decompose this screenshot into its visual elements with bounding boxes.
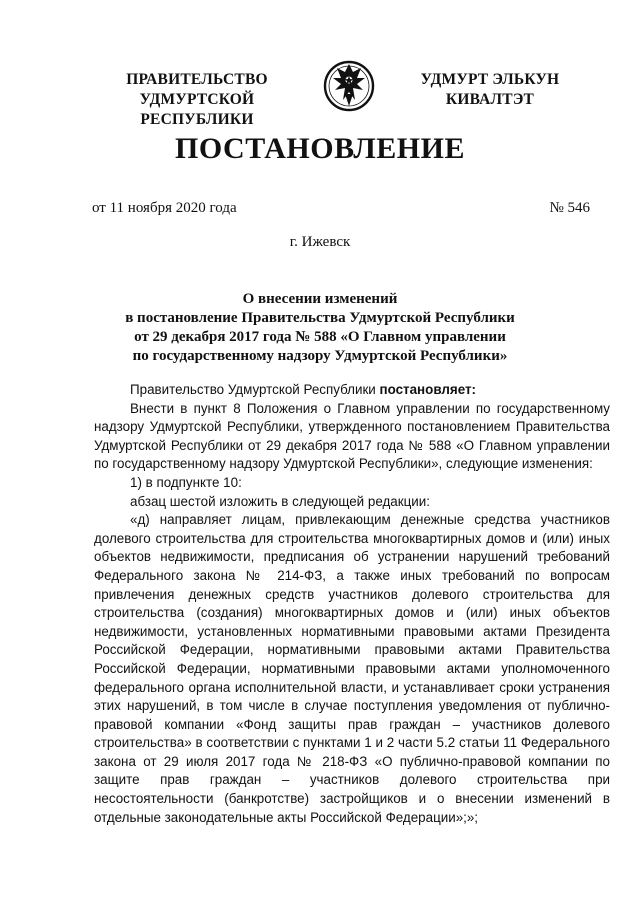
title-line: по государственному надзору Удмуртской Республики»	[132, 348, 508, 364]
body-paragraph: 1) в подпункте 10:	[130, 474, 242, 490]
document-type: ПОСТАНОВЛЕНИЕ	[175, 132, 465, 165]
header-right-line1: УДМУРТ ЭЛЬКУН	[420, 71, 560, 88]
government-name-russian	[82, 70, 312, 130]
government-name-udmurt	[405, 70, 575, 110]
intro-decree-word: постановляет:	[379, 382, 476, 397]
title-line: в постановление Правительства Удмуртской Республики	[125, 310, 515, 326]
header-left-line2: УДМУРТСКОЙ РЕСПУБЛИКИ	[139, 91, 255, 128]
document-number: № 546	[549, 200, 590, 216]
intro-paragraph	[94, 381, 610, 400]
intro-text: Правительство Удмуртской Республики	[130, 382, 380, 397]
document-body	[94, 381, 610, 827]
body-paragraph: «д) направляет лицам, привлекающим денежные средства участников долевого строительства для строительства многоквартирных домов и (или) иных объектов недвижимости, предписания об устранении нарушений требований Федерального закона № 214-ФЗ, а также иных требований по вопросам привлечения денежных средств участников долевого строительства для строительства (создания) многоквартирных домов и (или) иных объектов недвижимости, установленных нормативными правовыми актами Президента Российской Федерации, нормативными правовыми актами Правительства Российской Федерации, нормативными правовыми актами уполномоченного федерального органа исполнительной власти, и устанавливает сроки устранения этих нарушений, в том числе в случае поступления уведомления от публично-правовой компании «Фонд защиты прав граждан – участников долевого строительства» в соответствии с пунктами 1 и 2 части 5.2 статьи 11 Федерального закона от 29 июля 2017 года № 218-ФЗ «О публично-правовой компании по защите прав граждан – участников долевого строительства при несостоятельности (банкротстве) застройщиков и о внесении изменений в отдельные законодательные акты Российской Федерации»;»;	[94, 512, 610, 825]
document-date: от 11 ноября 2020 года	[92, 200, 237, 216]
header-left-line1: ПРАВИТЕЛЬСТВО	[126, 71, 268, 88]
title-line: О внесении изменений	[242, 291, 398, 307]
body-paragraph: Внести в пункт 8 Положения о Главном управлении по государственному надзору Удмуртской Республики, утвержденного постановлением Правительства Удмуртской Республики от 29 декабря 2017 года № 588 «О Главном управлении по государственному надзору Удмуртской Республики», следующие изменения:	[94, 400, 610, 472]
body-paragraph: абзац шестой изложить в следующей редакции:	[130, 493, 430, 509]
title-line: от 29 декабря 2017 года № 588 «О Главном управлении	[134, 329, 506, 345]
document-title	[60, 290, 580, 366]
document-city: г. Ижевск	[289, 234, 351, 250]
udmurt-coat-of-arms-icon	[323, 56, 375, 114]
header-right-line2: КИВАЛТЭТ	[445, 91, 535, 108]
